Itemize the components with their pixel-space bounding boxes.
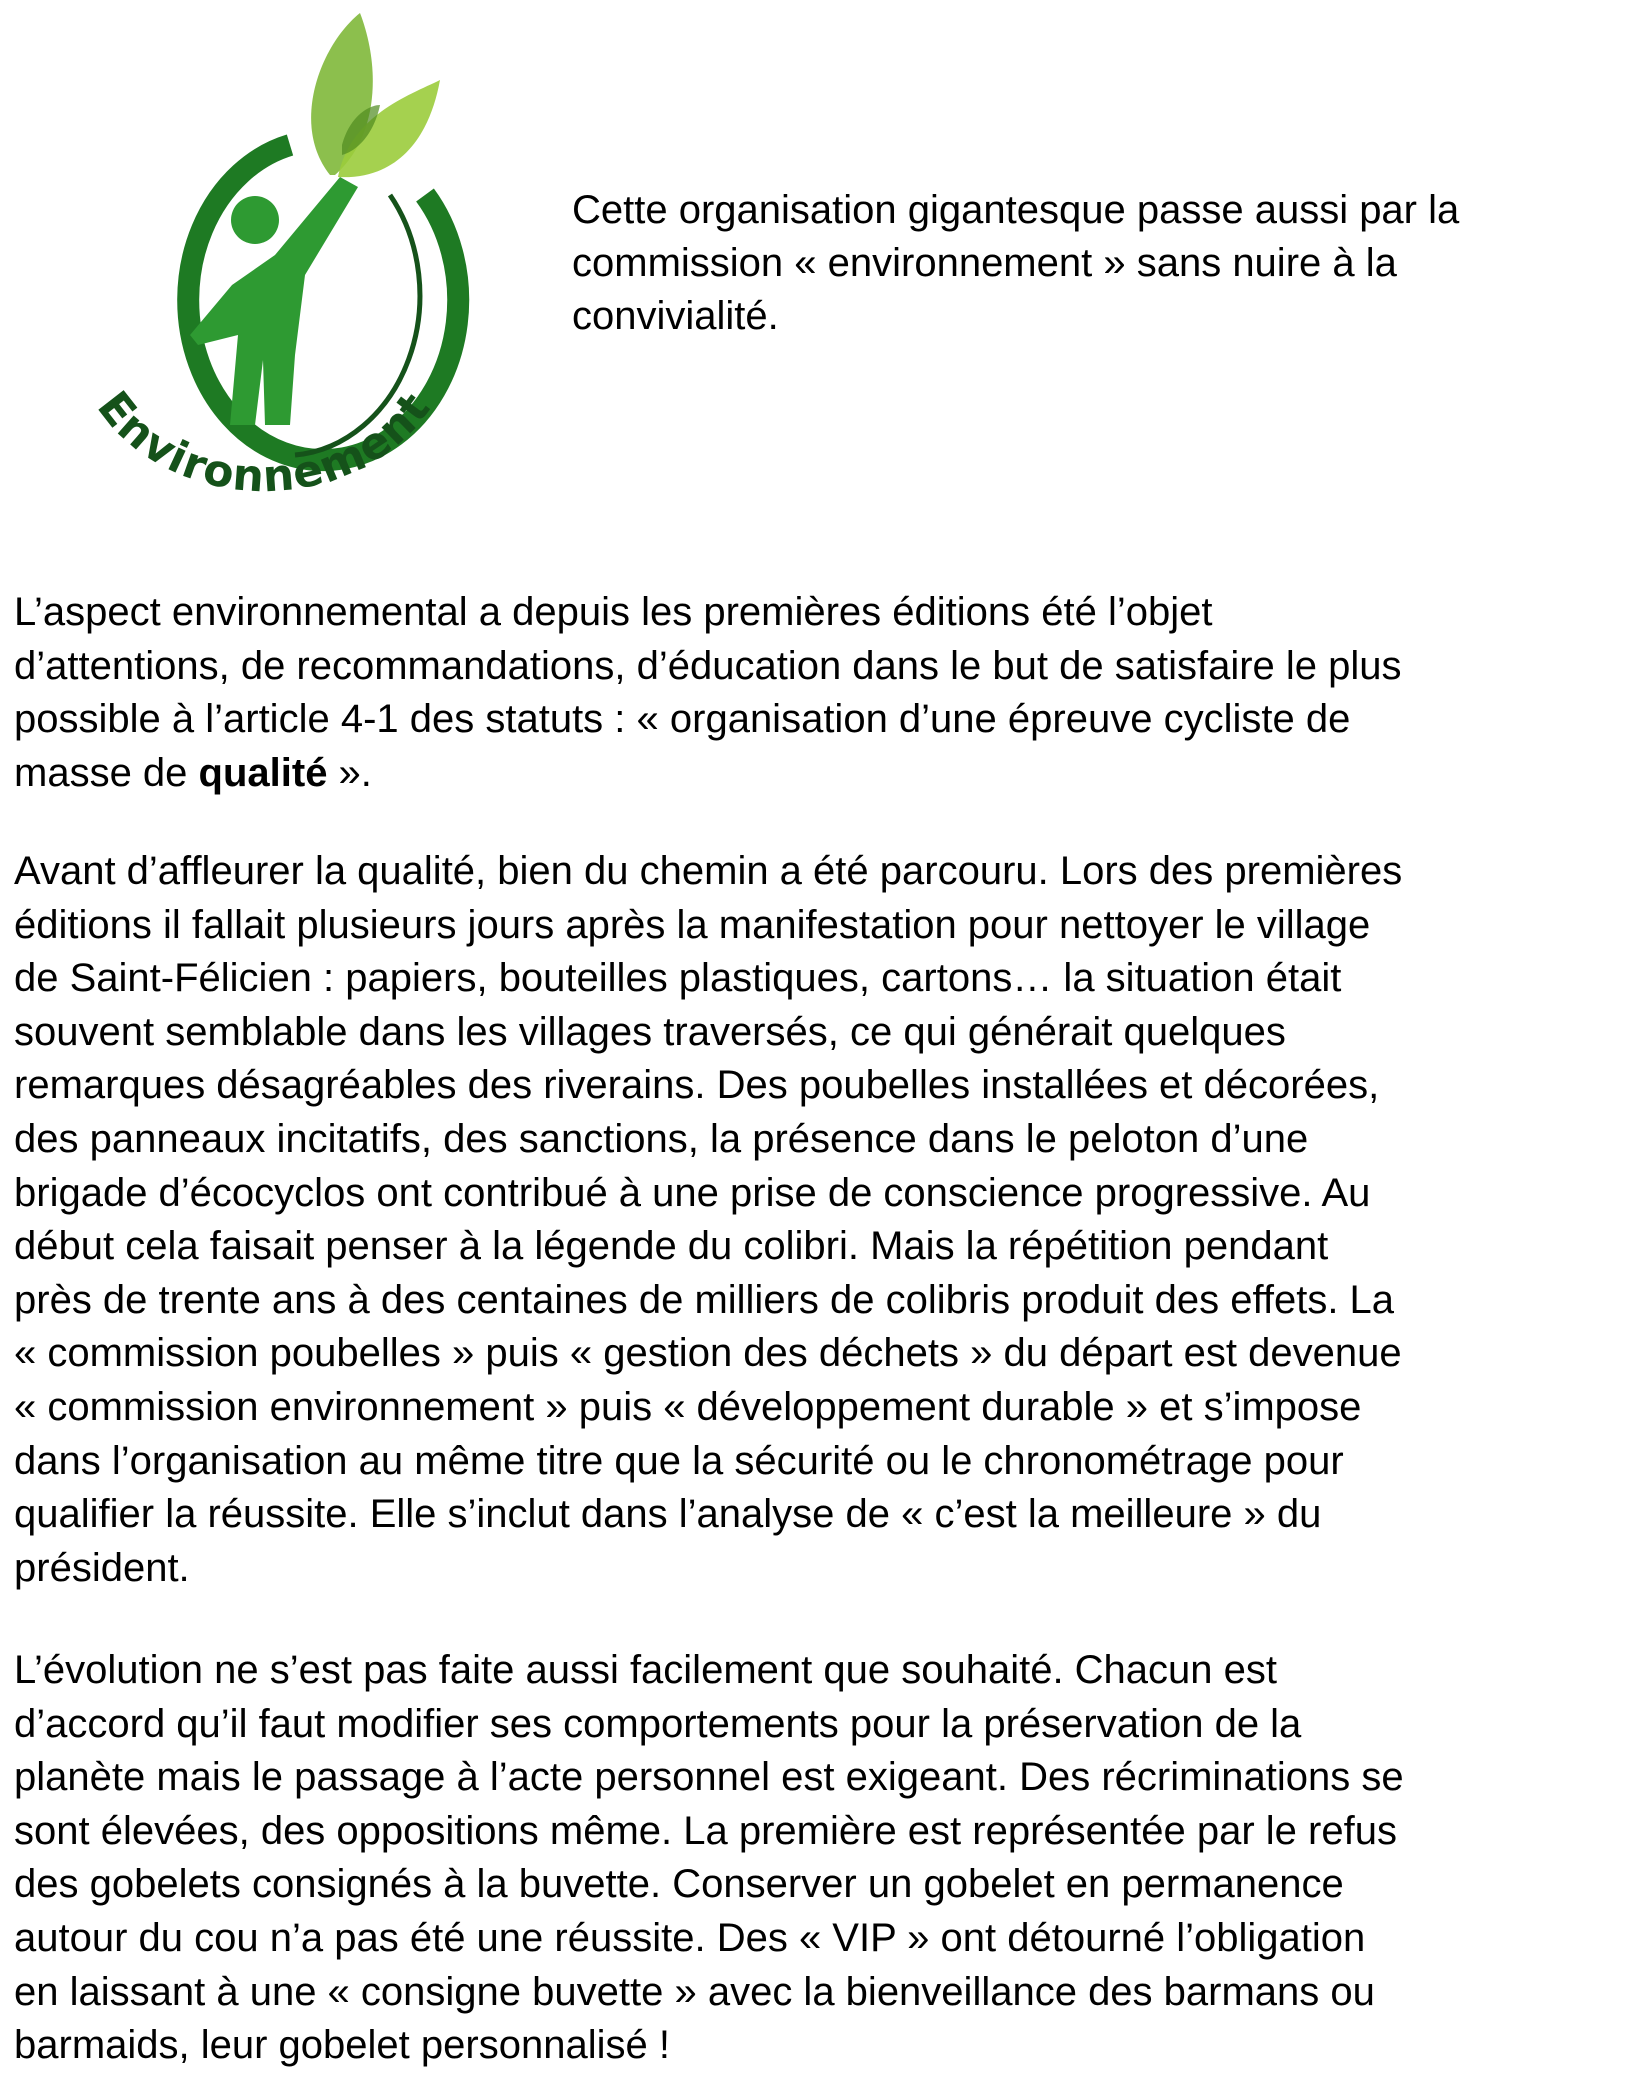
text-line: possible à l’article 4-1 des statuts : « organisation d’une épreuve cycliste de — [14, 697, 1351, 742]
paragraph-3 — [14, 1644, 1404, 2073]
text-line: souvent semblable dans les villages traversés, ce qui générait quelques — [14, 1009, 1286, 1054]
bold-word: qualité — [198, 750, 328, 795]
text-line: autour du cou n’a pas été une réussite. Des « VIP » ont détourné l’obligation — [14, 1915, 1366, 1960]
text-line: qualifier la réussite. Elle s’inclut dans l’analyse de « c’est la meilleure » du — [14, 1492, 1322, 1537]
text-line: commission « environnement » sans nuire à la — [572, 241, 1397, 285]
environnement-logo — [80, 5, 480, 530]
text-line: en laissant à une « consigne buvette » avec la bienveillance des barmans ou — [14, 1969, 1375, 2014]
text-line: dans l’organisation au même titre que la sécurité ou le chronométrage pour — [14, 1438, 1344, 1483]
paragraph-2 — [14, 845, 1402, 1595]
text-line: « commission poubelles » puis « gestion des déchets » du départ est devenue — [14, 1331, 1402, 1376]
text-line: président. — [14, 1545, 190, 1590]
text-line: d’accord qu’il faut modifier ses comportements pour la préservation de la — [14, 1701, 1302, 1746]
paragraph-1 — [14, 586, 1402, 800]
text-line: des panneaux incitatifs, des sanctions, la présence dans le peloton d’une — [14, 1116, 1309, 1161]
text-line: L’évolution ne s’est pas faite aussi facilement que souhaité. Chacun est — [14, 1648, 1278, 1692]
text-line: sont élevées, des oppositions même. La première est représentée par le refus — [14, 1808, 1397, 1853]
text-line: remarques désagréables des riverains. Des poubelles installées et décorées, — [14, 1063, 1380, 1108]
text-line: barmaids, leur gobelet personnalisé ! — [14, 2023, 670, 2068]
text-line: « commission environnement » puis « développement durable » et s’impose — [14, 1384, 1362, 1429]
text-line: L’aspect environnemental a depuis les premières éditions été l’objet — [14, 590, 1213, 634]
text-line: éditions il fallait plusieurs jours après la manifestation pour nettoyer le village — [14, 902, 1371, 947]
text-line: planète mais le passage à l’acte personnel est exigeant. Des récriminations se — [14, 1755, 1404, 1800]
text-line: début cela faisait penser à la légende du colibri. Mais la répétition pendant — [14, 1224, 1329, 1269]
logo-text: Environnement — [87, 382, 441, 503]
text-segment: ». — [327, 750, 372, 795]
text-line: Avant d’affleurer la qualité, bien du chemin a été parcouru. Lors des premières — [14, 849, 1403, 893]
intro-text — [572, 184, 1459, 343]
text-line: d’attentions, de recommandations, d’éducation dans le but de satisfaire le plus — [14, 643, 1402, 688]
text-line: des gobelets consignés à la buvette. Conserver un gobelet en permanence — [14, 1862, 1344, 1907]
text-line: Cette organisation gigantesque passe aussi par la — [572, 188, 1460, 232]
leaves-icon — [311, 13, 440, 177]
text-line: convivialité. — [572, 294, 779, 338]
text-line — [14, 747, 1402, 801]
text-line: brigade d’écocyclos ont contribué à une prise de conscience progressive. Au — [14, 1170, 1371, 1215]
text-line: de Saint-Félicien : papiers, bouteilles plastiques, cartons… la situation était — [14, 956, 1342, 1001]
text-segment: masse de — [14, 750, 199, 795]
text-line: près de trente ans à des centaines de milliers de colibris produit des effets. La — [14, 1277, 1395, 1322]
